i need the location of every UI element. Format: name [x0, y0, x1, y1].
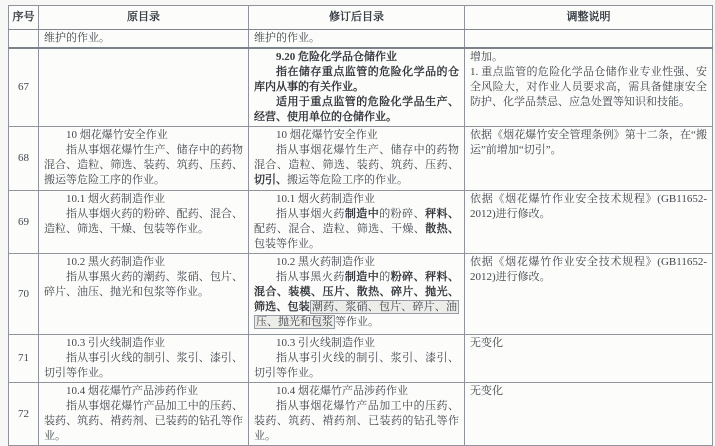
table-row — [9, 335, 713, 383]
paragraph — [44, 143, 243, 188]
original-catalog-cell — [39, 127, 249, 191]
added-text-run: 适用于重点监管的危险化学品生产、经营、使用单位的仓储作业。 — [254, 96, 459, 123]
added-text-run: 9.20 危险化学品仓储作业 — [276, 51, 397, 63]
col-header-original-catalog: 原目录 — [39, 6, 249, 30]
text-run: 依据《烟花爆竹安全管理条例》第十二条，在“搬运”前增加“切引”。 — [470, 129, 707, 156]
paragraph — [470, 255, 707, 285]
paragraph — [254, 207, 459, 252]
text-run: 搬运等危险工序的作业。 — [287, 174, 408, 186]
table-row — [9, 254, 713, 335]
row-number-cell: 68 — [9, 127, 39, 191]
paragraph — [470, 65, 707, 110]
paragraph — [254, 143, 459, 188]
col-header-adjustment-note: 调整说明 — [465, 6, 713, 30]
text-run: 等作业。 — [335, 316, 379, 328]
revised-catalog-cell — [249, 191, 465, 254]
col-header-serial: 序号 — [9, 6, 39, 30]
row-number-cell — [9, 30, 39, 49]
paragraph — [254, 50, 459, 65]
added-text-run: 散热、 — [425, 223, 460, 235]
text-run: 的粉碎、 — [379, 208, 426, 220]
adjustment-note-cell — [465, 191, 713, 254]
table-row — [9, 191, 713, 254]
revised-catalog-cell — [249, 335, 465, 383]
text-run: 指从事黑火药 — [276, 271, 345, 283]
row-number-cell: 72 — [9, 383, 39, 446]
paragraph — [254, 65, 459, 95]
table-row — [9, 127, 713, 191]
original-catalog-cell — [39, 335, 249, 383]
added-text-run: 秤料、 — [425, 208, 460, 220]
table-body — [9, 30, 713, 446]
row-number-cell: 67 — [9, 48, 39, 127]
text-run: 无变化 — [470, 337, 503, 349]
original-catalog-cell — [39, 191, 249, 254]
added-text-run: 制造中 — [344, 271, 380, 283]
text-run: 指从事烟火药 — [276, 208, 345, 220]
text-run: 指从事烟花爆竹产品加工中的压药、装药、筑药、褙药剂、已装药的钻孔等作业。 — [44, 400, 243, 442]
paragraph — [44, 399, 243, 444]
original-catalog-cell — [39, 30, 249, 49]
paragraph — [254, 255, 459, 270]
text-run: 10 烟花爆竹安全作业 — [276, 129, 378, 141]
text-run: 指从事烟花爆竹产品加工中的压药、装药、筑药、褙药剂、已装药的钻孔等作业。 — [254, 400, 459, 442]
revised-catalog-cell — [249, 254, 465, 335]
paragraph — [44, 336, 243, 351]
paragraph — [254, 336, 459, 351]
text-run: 增加。 — [470, 51, 503, 63]
adjustment-note-cell — [465, 335, 713, 383]
text-run: 无变化 — [470, 385, 503, 397]
text-run: 维护的作业。 — [44, 32, 110, 44]
added-text-run: 指在储存重点监管的危险化学品的仓库内从事的有关作业。 — [254, 66, 459, 93]
paragraph — [254, 351, 459, 381]
text-run: 配药、混合、造粒、筛选、干燥、 — [254, 223, 426, 235]
paragraph — [44, 255, 243, 270]
text-run: 指从事烟花爆竹生产、储存中的药物混合、造粒、筛选、装药、筑药、压药、 — [254, 144, 459, 171]
adjustment-note-cell — [465, 254, 713, 335]
paragraph — [44, 192, 243, 207]
adjustment-note-cell — [465, 383, 713, 446]
paragraph — [470, 192, 707, 222]
paragraph — [44, 384, 243, 399]
added-text-run: 切引、 — [254, 174, 287, 186]
revised-catalog-cell — [249, 48, 465, 127]
text-run: 依据《烟花爆竹作业安全技术规程》(GB11652-2012)进行修改。 — [470, 193, 707, 220]
revised-catalog-cell — [249, 30, 465, 49]
added-text-run: 制造中 — [344, 208, 380, 220]
revision-comparison-table — [8, 5, 713, 446]
text-run: 10 烟花爆竹安全作业 — [66, 129, 168, 141]
adjustment-note-cell — [465, 48, 713, 127]
paragraph — [254, 270, 459, 330]
text-run: 依据《烟花爆竹作业安全技术规程》(GB11652-2012)进行修改。 — [470, 256, 707, 283]
paragraph — [470, 336, 707, 351]
adjustment-note-cell — [465, 127, 713, 191]
header-row — [9, 6, 713, 30]
paragraph — [254, 128, 459, 143]
text-run: 10.2 黑火药制造作业 — [276, 256, 375, 268]
text-run: 10.1 烟火药制造作业 — [276, 193, 375, 205]
paragraph — [44, 31, 243, 46]
text-run: 10.3 引火线制造作业 — [66, 337, 165, 349]
added-text-run: 粉碎、秤料、混合、装模、压片、散热、碎片、抛光、筛选、包装 — [254, 271, 460, 313]
text-run: 10.4 烟花爆竹产品涉药作业 — [276, 385, 408, 397]
text-run: 10.1 烟火药制造作业 — [66, 193, 165, 205]
table-row — [9, 30, 713, 49]
row-number-cell: 70 — [9, 254, 39, 335]
text-run: 10.4 烟花爆竹产品涉药作业 — [66, 385, 198, 397]
text-run: 包装等作业。 — [254, 238, 320, 250]
paragraph — [254, 399, 459, 444]
text-run: 指从事黑火药的潮药、浆硝、包片、碎片、油压、抛光和包浆等作业。 — [44, 271, 243, 298]
paragraph — [44, 270, 243, 300]
row-number-cell: 71 — [9, 335, 39, 383]
original-catalog-cell — [39, 48, 249, 127]
text-run: 10.2 黑火药制造作业 — [66, 256, 165, 268]
table-row — [9, 48, 713, 127]
paragraph — [44, 207, 243, 237]
text-run: 指从事烟花爆竹生产、储存中的药物混合、造粒、筛选、装药、筑药、压药、搬运等危险工序的作业。 — [44, 144, 243, 186]
text-run: 10.3 引火线制造作业 — [276, 337, 375, 349]
text-run: 指从事引火线的制引、浆引、漆引、切引等作业。 — [254, 352, 459, 379]
paragraph — [470, 384, 707, 399]
row-number-cell: 69 — [9, 191, 39, 254]
original-catalog-cell — [39, 254, 249, 335]
text-run: 维护的作业。 — [254, 32, 320, 44]
revised-catalog-cell — [249, 127, 465, 191]
revised-catalog-cell — [249, 383, 465, 446]
col-header-revised-catalog: 修订后目录 — [249, 6, 465, 30]
paragraph — [254, 192, 459, 207]
original-catalog-cell — [39, 383, 249, 446]
paragraph — [254, 31, 459, 46]
text-run: 的 — [379, 271, 391, 283]
text-run: 指从事引火线的制引、浆引、漆引、切引等作业。 — [44, 352, 243, 379]
paragraph — [470, 50, 707, 65]
adjustment-note-cell — [465, 30, 713, 49]
deleted-text-run: 潮药、浆硝、包片、碎片、油压、抛光和包浆 — [256, 301, 458, 328]
text-run: 指从事烟火药的粉碎、配药、混合、造粒、筛选、干燥、包装等作业。 — [44, 208, 243, 235]
paragraph — [44, 351, 243, 381]
text-run: 1. 重点监管的危险化学品仓储作业专业性强、安全风险大，对作业人员要求高，需具备健康安全防护、化学品禁忌、应急处置等知识和技能。 — [470, 66, 707, 108]
paragraph — [44, 128, 243, 143]
paragraph — [254, 95, 459, 125]
table-row — [9, 383, 713, 446]
paragraph — [254, 384, 459, 399]
paragraph — [470, 128, 707, 158]
